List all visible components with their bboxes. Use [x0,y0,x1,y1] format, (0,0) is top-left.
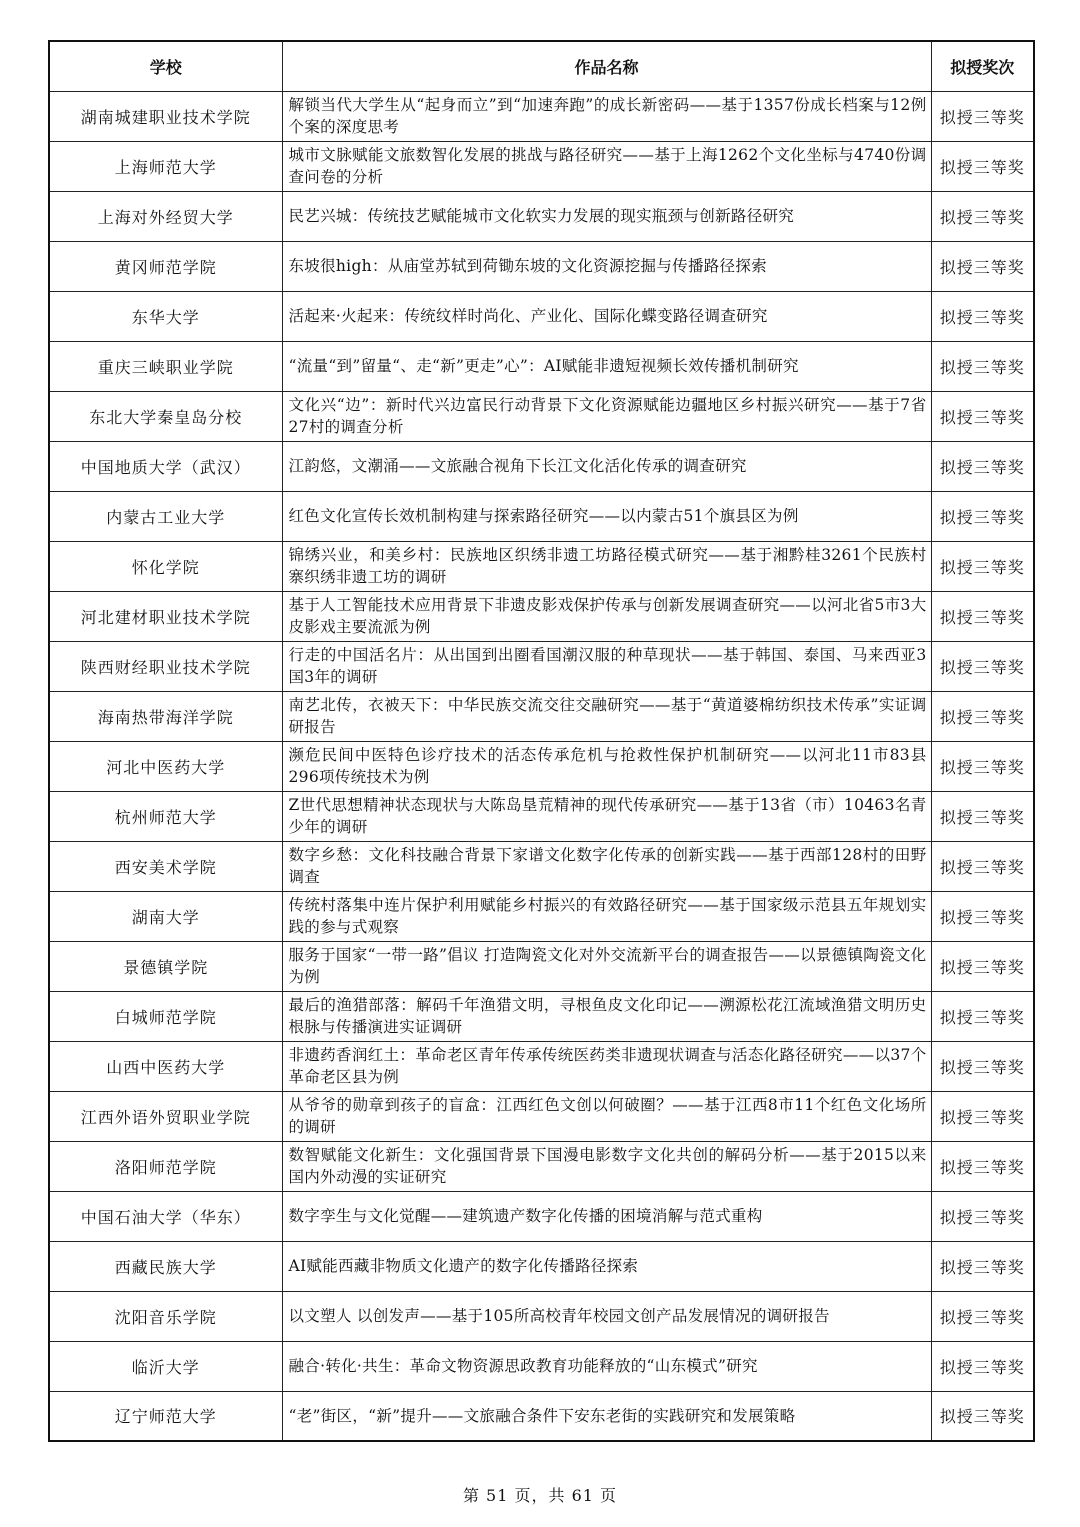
award-cell: 拟授三等奖 [931,941,1034,991]
award-cell: 拟授三等奖 [931,791,1034,841]
award-cell: 拟授三等奖 [931,391,1034,441]
school-cell: 河北中医药大学 [49,741,282,791]
table-row [49,291,1034,341]
school-cell: 陕西财经职业技术学院 [49,641,282,691]
work-title-cell: 融合·转化·共生：革命文物资源思政教育功能释放的“山东模式”研究 [282,1341,931,1391]
school-cell: 白城师范学院 [49,991,282,1041]
work-title-cell: 数字乡愁：文化科技融合背景下家谱文化数字化传承的创新实践——基于西部128村的田野调查 [282,841,931,891]
award-cell: 拟授三等奖 [931,991,1034,1041]
school-cell: 山西中医药大学 [49,1041,282,1091]
work-title-cell: 锦绣兴业，和美乡村：民族地区织绣非遗工坊路径模式研究——基于湘黔桂3261个民族村寨织绣非遗工坊的调研 [282,541,931,591]
work-title-cell: “流量“到”留量“、走“新”更走”心”：AI赋能非遗短视频长效传播机制研究 [282,341,931,391]
award-cell: 拟授三等奖 [931,141,1034,191]
award-cell: 拟授三等奖 [931,591,1034,641]
award-cell: 拟授三等奖 [931,841,1034,891]
school-cell: 黄冈师范学院 [49,241,282,291]
school-cell: 重庆三峡职业学院 [49,341,282,391]
school-cell: 辽宁师范大学 [49,1391,282,1441]
work-title-cell: 数字孪生与文化觉醒——建筑遗产数字化传播的困境消解与范式重构 [282,1191,931,1241]
table-row [49,191,1034,241]
award-cell: 拟授三等奖 [931,541,1034,591]
page-number: 第 51 页，共 61 页 [462,1486,618,1505]
table-body [49,91,1034,1441]
work-title-cell: AI赋能西藏非物质文化遗产的数字化传播路径探索 [282,1241,931,1291]
header-award: 拟授奖次 [931,41,1034,91]
award-cell: 拟授三等奖 [931,1041,1034,1091]
table-row [49,691,1034,741]
school-cell: 杭州师范大学 [49,791,282,841]
table-row [49,241,1034,291]
table-row [49,441,1034,491]
award-cell: 拟授三等奖 [931,341,1034,391]
table-header-row [49,41,1034,91]
table-row [49,941,1034,991]
work-title-cell: 文化兴“边”：新时代兴边富民行动背景下文化资源赋能边疆地区乡村振兴研究——基于7省27村的调查分析 [282,391,931,441]
school-cell: 内蒙古工业大学 [49,491,282,541]
work-title-cell: 基于人工智能技术应用背景下非遗皮影戏保护传承与创新发展调查研究——以河北省5市3大皮影戏主要流派为例 [282,591,931,641]
table-row [49,641,1034,691]
work-title-cell: 行走的中国活名片：从出国到出圈看国潮汉服的种草现状——基于韩国、泰国、马来西亚3国3年的调研 [282,641,931,691]
work-title-cell: 江韵悠，文潮涌——文旅融合视角下长江文化活化传承的调查研究 [282,441,931,491]
work-title-cell: 从爷爷的勋章到孩子的盲盒：江西红色文创以何破圈？——基于江西8市11个红色文化场所的调研 [282,1091,931,1141]
header-work-title: 作品名称 [282,41,931,91]
award-cell: 拟授三等奖 [931,691,1034,741]
work-title-cell: 以文塑人 以创发声——基于105所高校青年校园文创产品发展情况的调研报告 [282,1291,931,1341]
school-cell: 临沂大学 [49,1341,282,1391]
award-cell: 拟授三等奖 [931,1141,1034,1191]
table-row [49,1391,1034,1441]
work-title-cell: 城市文脉赋能文旅数智化发展的挑战与路径研究——基于上海1262个文化坐标与4740份调查问卷的分析 [282,141,931,191]
school-cell: 东北大学秦皇岛分校 [49,391,282,441]
table-row [49,991,1034,1041]
school-cell: 洛阳师范学院 [49,1141,282,1191]
work-title-cell: 传统村落集中连片保护利用赋能乡村振兴的有效路径研究——基于国家级示范县五年规划实践的参与式观察 [282,891,931,941]
table-row [49,841,1034,891]
table-row [49,1041,1034,1091]
table-row [49,591,1034,641]
school-cell: 景德镇学院 [49,941,282,991]
table-row [49,491,1034,541]
work-title-cell: 濒危民间中医特色诊疗技术的活态传承危机与抢救性保护机制研究——以河北11市83县296项传统技术为例 [282,741,931,791]
award-cell: 拟授三等奖 [931,891,1034,941]
work-title-cell: 红色文化宣传长效机制构建与探索路径研究——以内蒙古51个旗县区为例 [282,491,931,541]
award-cell: 拟授三等奖 [931,1091,1034,1141]
table-row [49,1091,1034,1141]
table-row [49,791,1034,841]
award-cell: 拟授三等奖 [931,1291,1034,1341]
table-row [49,891,1034,941]
award-cell: 拟授三等奖 [931,1191,1034,1241]
school-cell: 西藏民族大学 [49,1241,282,1291]
work-title-cell: “老”街区，“新”提升——文旅融合条件下安东老街的实践研究和发展策略 [282,1391,931,1441]
table-row [49,1341,1034,1391]
table-row [49,1141,1034,1191]
work-title-cell: 活起来·火起来：传统纹样时尚化、产业化、国际化蝶变路径调查研究 [282,291,931,341]
table-row [49,91,1034,141]
table-row [49,741,1034,791]
work-title-cell: Z世代思想精神状态现状与大陈岛垦荒精神的现代传承研究——基于13省（市）10463名青少年的调研 [282,791,931,841]
award-cell: 拟授三等奖 [931,741,1034,791]
school-cell: 怀化学院 [49,541,282,591]
school-cell: 河北建材职业技术学院 [49,591,282,641]
table-row [49,541,1034,591]
work-title-cell: 南艺北传，衣被天下：中华民族交流交往交融研究——基于“黄道婆棉纺织技术传承”实证调研报告 [282,691,931,741]
award-cell: 拟授三等奖 [931,1341,1034,1391]
table-row [49,1191,1034,1241]
work-title-cell: 东坡很high：从庙堂苏轼到荷锄东坡的文化资源挖掘与传播路径探索 [282,241,931,291]
award-cell: 拟授三等奖 [931,1391,1034,1441]
work-title-cell: 非遗药香润红土：革命老区青年传承传统医药类非遗现状调查与活态化路径研究——以37个革命老区县为例 [282,1041,931,1091]
school-cell: 东华大学 [49,291,282,341]
school-cell: 上海对外经贸大学 [49,191,282,241]
work-title-cell: 数智赋能文化新生：文化强国背景下国漫电影数字文化共创的解码分析——基于2015以来国内外动漫的实证研究 [282,1141,931,1191]
table-row [49,341,1034,391]
work-title-cell: 服务于国家“一带一路”倡议 打造陶瓷文化对外交流新平台的调查报告——以景德镇陶瓷文化为例 [282,941,931,991]
table-row [49,1291,1034,1341]
school-cell: 湖南大学 [49,891,282,941]
work-title-cell: 民艺兴城：传统技艺赋能城市文化软实力发展的现实瓶颈与创新路径研究 [282,191,931,241]
school-cell: 中国石油大学（华东） [49,1191,282,1241]
school-cell: 江西外语外贸职业学院 [49,1091,282,1141]
school-cell: 沈阳音乐学院 [49,1291,282,1341]
award-cell: 拟授三等奖 [931,191,1034,241]
award-cell: 拟授三等奖 [931,1241,1034,1291]
table-row [49,391,1034,441]
award-cell: 拟授三等奖 [931,291,1034,341]
table-row [49,1241,1034,1291]
award-table [48,40,1035,1442]
award-cell: 拟授三等奖 [931,491,1034,541]
header-school: 学校 [49,41,282,91]
school-cell: 湖南城建职业技术学院 [49,91,282,141]
school-cell: 中国地质大学（武汉） [49,441,282,491]
school-cell: 上海师范大学 [49,141,282,191]
school-cell: 西安美术学院 [49,841,282,891]
award-cell: 拟授三等奖 [931,441,1034,491]
school-cell: 海南热带海洋学院 [49,691,282,741]
award-cell: 拟授三等奖 [931,91,1034,141]
award-cell: 拟授三等奖 [931,241,1034,291]
work-title-cell: 最后的渔猎部落：解码千年渔猎文明，寻根鱼皮文化印记——溯源松花江流域渔猎文明历史根脉与传播演进实证调研 [282,991,931,1041]
table-row [49,141,1034,191]
award-cell: 拟授三等奖 [931,641,1034,691]
work-title-cell: 解锁当代大学生从“起身而立”到“加速奔跑”的成长新密码——基于1357份成长档案与12例个案的深度思考 [282,91,931,141]
